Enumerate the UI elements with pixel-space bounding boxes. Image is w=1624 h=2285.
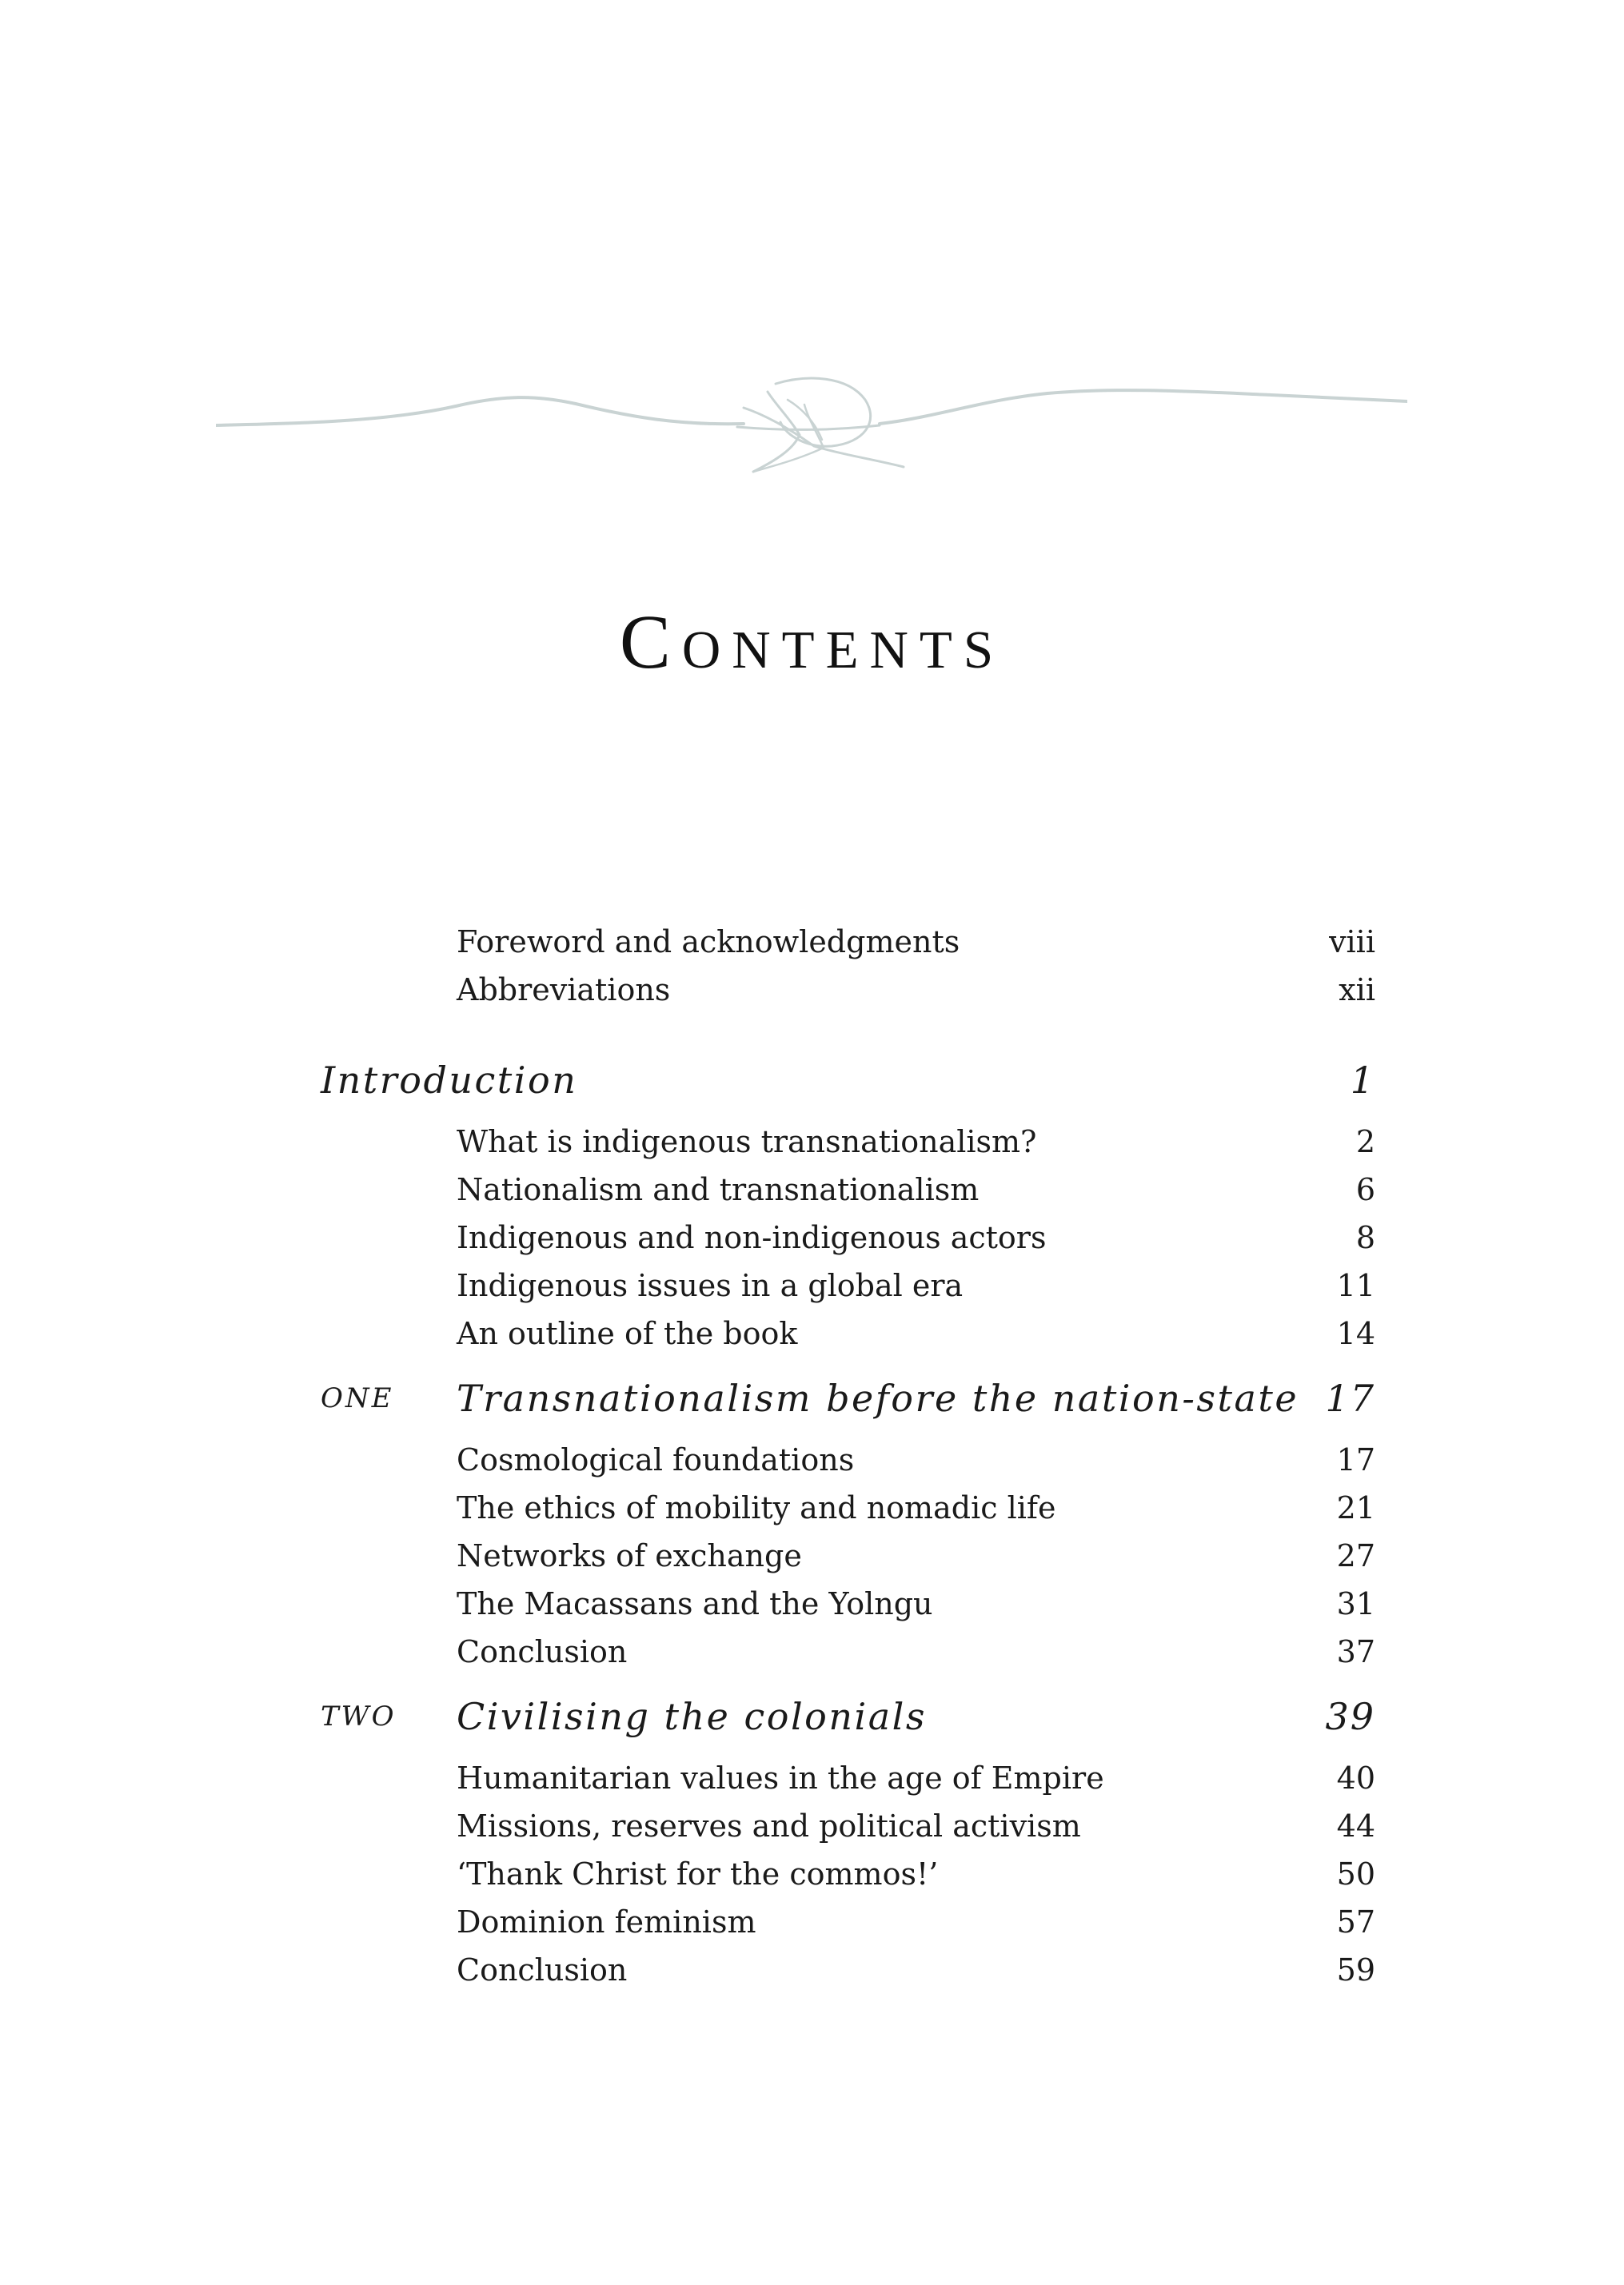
chapter-page: 39 xyxy=(1325,1695,1375,1738)
toc-entry-label: Conclusion xyxy=(457,1634,628,1669)
toc-entry-page: viii xyxy=(1329,924,1375,959)
page-title: Contents xyxy=(619,599,1005,684)
toc-entry[interactable] xyxy=(0,1580,1624,1628)
toc-entry-label: Dominion feminism xyxy=(457,1904,756,1940)
toc-entry-page: 37 xyxy=(1336,1634,1375,1669)
toc-entry-page: 17 xyxy=(1336,1442,1375,1477)
toc-entry-label: Missions, reserves and political activism xyxy=(457,1808,1081,1844)
toc-entry[interactable] xyxy=(0,1262,1624,1310)
toc-entry-label: Networks of exchange xyxy=(457,1538,802,1573)
toc-entry[interactable] xyxy=(0,1484,1624,1532)
chapter-page: 1 xyxy=(1350,1059,1375,1102)
chapter-title: Introduction xyxy=(321,1059,578,1102)
toc-entry-label: Foreword and acknowledgments xyxy=(457,924,960,959)
toc-entry-page: 59 xyxy=(1336,1952,1375,1988)
toc-entry-label: The Macassans and the Yolngu xyxy=(457,1586,933,1621)
toc-entry[interactable] xyxy=(0,1118,1624,1166)
toc-entry[interactable] xyxy=(0,1436,1624,1484)
toc-entry-label: Nationalism and transnationalism xyxy=(457,1172,980,1207)
toc-entry[interactable] xyxy=(0,1532,1624,1580)
toc-chapter-heading[interactable] xyxy=(0,1370,1624,1426)
chapter-title: Civilising the colonials xyxy=(457,1695,927,1738)
chapter-page: 17 xyxy=(1325,1377,1375,1420)
toc-entry-label: What is indigenous transnationalism? xyxy=(457,1124,1037,1159)
toc-entry-page: 6 xyxy=(1355,1172,1375,1207)
toc-entry-page: 2 xyxy=(1355,1124,1375,1159)
toc-entry[interactable] xyxy=(0,1802,1624,1850)
toc-entry-page: 50 xyxy=(1336,1856,1375,1892)
chapter-title: Transnationalism before the nation-state xyxy=(457,1377,1299,1420)
toc-entry[interactable] xyxy=(0,966,1624,1014)
toc-entry-page: 21 xyxy=(1336,1490,1375,1525)
toc-entry-page: 8 xyxy=(1355,1220,1375,1255)
toc-chapter-heading[interactable] xyxy=(0,1052,1624,1108)
toc-entry-label: Cosmological foundations xyxy=(457,1442,855,1477)
toc-entry-label: Indigenous issues in a global era xyxy=(457,1268,964,1303)
toc-entry[interactable] xyxy=(0,1850,1624,1898)
toc-entry-page: 40 xyxy=(1336,1761,1375,1796)
toc-entry[interactable] xyxy=(0,1898,1624,1946)
toc-entry[interactable] xyxy=(0,1310,1624,1358)
toc-entry-label: The ethics of mobility and nomadic life xyxy=(457,1490,1056,1525)
toc-entry-label: Abbreviations xyxy=(457,972,671,1007)
toc-entry-page: xii xyxy=(1339,972,1375,1007)
toc-entry-label: Conclusion xyxy=(457,1952,628,1988)
toc-entry[interactable] xyxy=(0,1628,1624,1676)
toc-entry-label: An outline of the book xyxy=(457,1316,798,1351)
toc-entry-page: 31 xyxy=(1336,1586,1375,1621)
toc-entry[interactable] xyxy=(0,918,1624,966)
chapter-number: ONE xyxy=(321,1382,394,1414)
toc-entry[interactable] xyxy=(0,1754,1624,1802)
toc-entry[interactable] xyxy=(0,1214,1624,1262)
toc-entry[interactable] xyxy=(0,1166,1624,1214)
toc-entry-page: 14 xyxy=(1336,1316,1375,1351)
toc-entry-label: Indigenous and non-indigenous actors xyxy=(457,1220,1047,1255)
toc-chapter-heading[interactable] xyxy=(0,1689,1624,1745)
toc-entry[interactable] xyxy=(0,1946,1624,1994)
chapter-number: TWO xyxy=(321,1701,397,1733)
toc-entry-label: Humanitarian values in the age of Empire xyxy=(457,1761,1104,1796)
toc-entry-page: 11 xyxy=(1336,1268,1375,1303)
toc-entry-label: ‘Thank Christ for the commos!’ xyxy=(457,1856,939,1892)
toc-entry-page: 44 xyxy=(1336,1808,1375,1844)
toc-entry-page: 57 xyxy=(1336,1904,1375,1940)
toc-entry-page: 27 xyxy=(1336,1538,1375,1573)
